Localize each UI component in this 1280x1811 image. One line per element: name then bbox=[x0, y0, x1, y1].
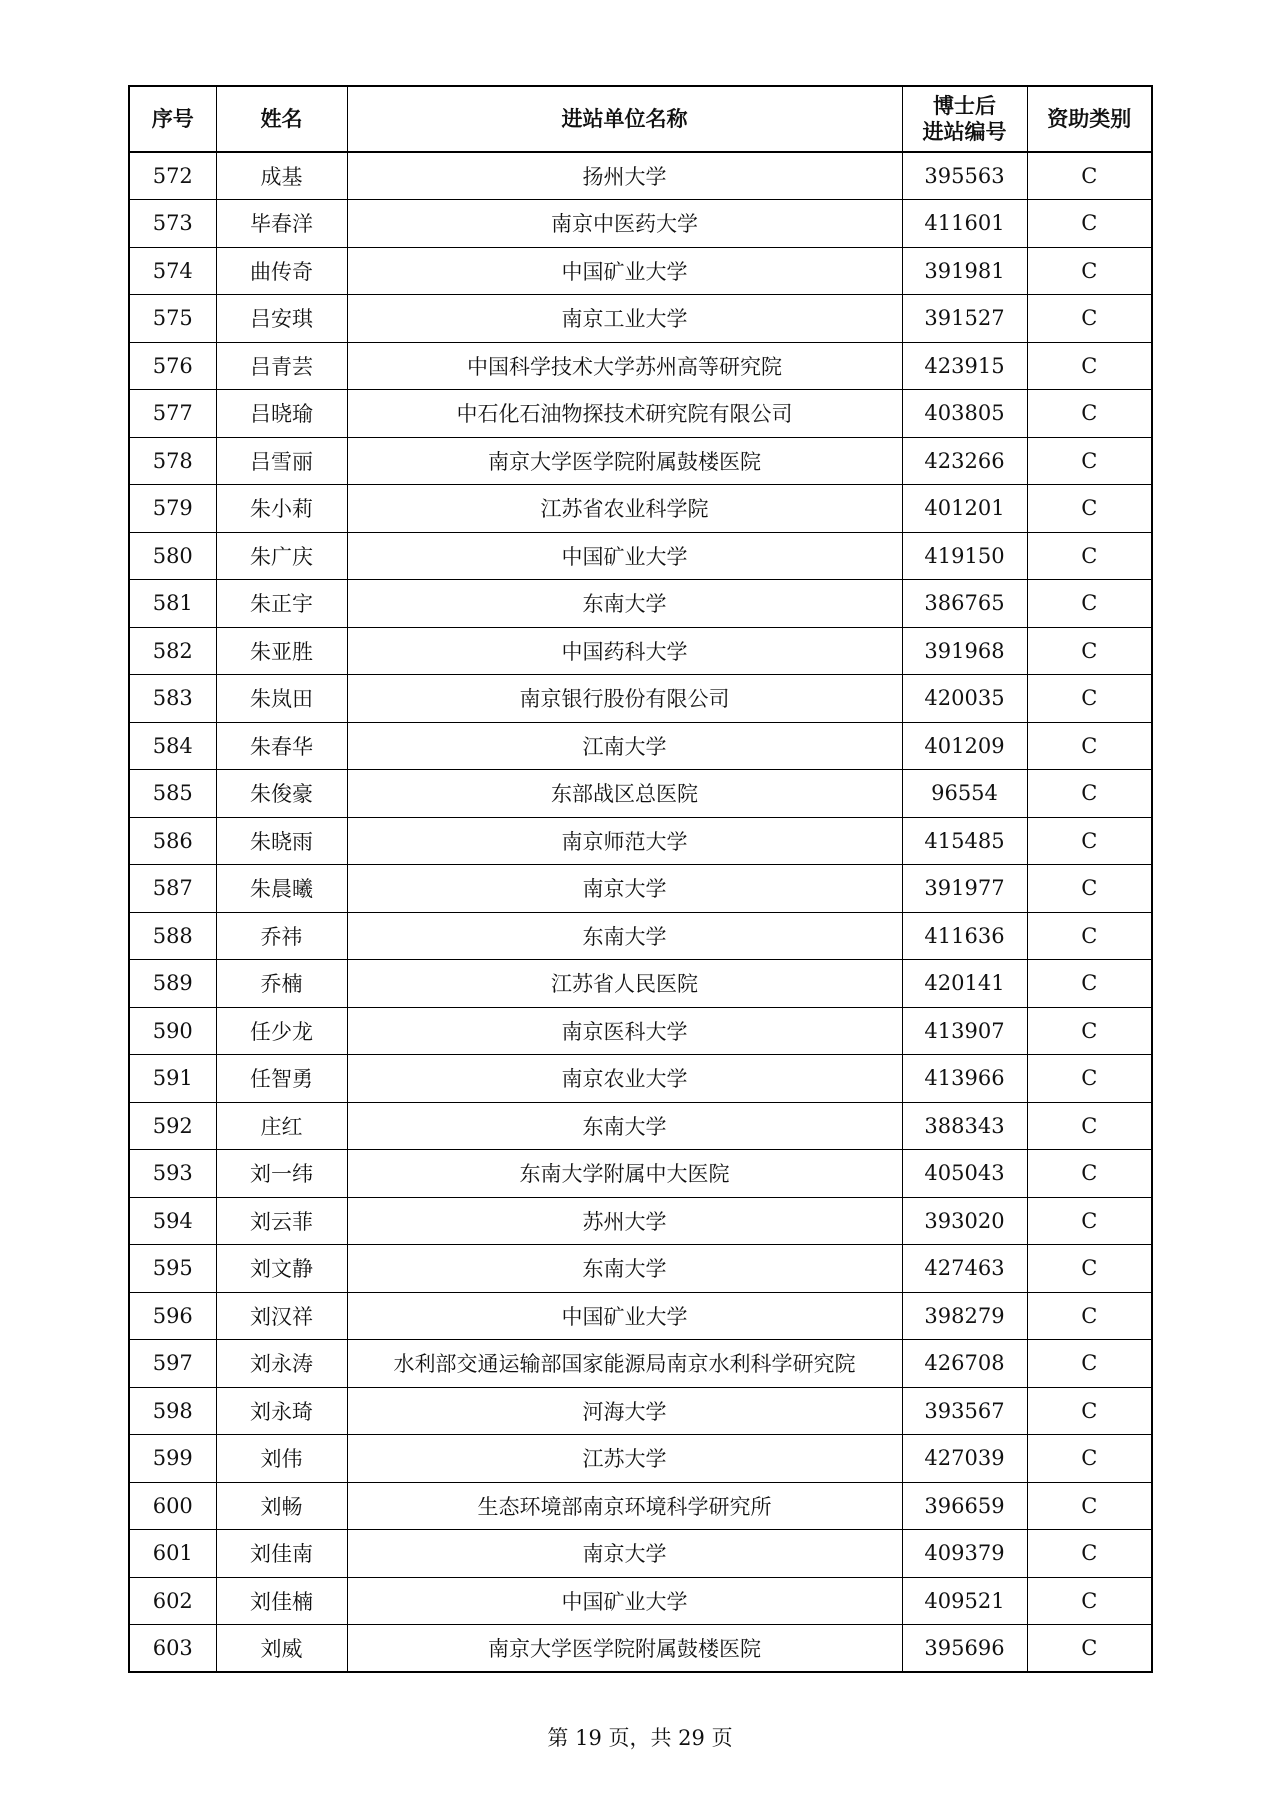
cell-code: 415485 bbox=[902, 817, 1027, 865]
cell-code: 403805 bbox=[902, 390, 1027, 438]
cell-seq: 572 bbox=[129, 152, 216, 200]
cell-code: 395696 bbox=[902, 1625, 1027, 1673]
cell-code: 411601 bbox=[902, 200, 1027, 248]
cell-code: 405043 bbox=[902, 1150, 1027, 1198]
cell-category: C bbox=[1027, 342, 1152, 390]
cell-seq: 595 bbox=[129, 1245, 216, 1293]
cell-category: C bbox=[1027, 200, 1152, 248]
cell-category: C bbox=[1027, 675, 1152, 723]
cell-seq: 603 bbox=[129, 1625, 216, 1673]
cell-code: 401209 bbox=[902, 722, 1027, 770]
cell-seq: 600 bbox=[129, 1482, 216, 1530]
table-header bbox=[129, 86, 1152, 152]
cell-category: C bbox=[1027, 532, 1152, 580]
header-row bbox=[129, 86, 1152, 152]
cell-seq: 577 bbox=[129, 390, 216, 438]
cell-unit: 中国矿业大学 bbox=[347, 532, 902, 580]
cell-unit: 南京大学 bbox=[347, 1530, 902, 1578]
cell-seq: 601 bbox=[129, 1530, 216, 1578]
cell-unit: 江苏省农业科学院 bbox=[347, 485, 902, 533]
cell-unit: 南京农业大学 bbox=[347, 1055, 902, 1103]
cell-category: C bbox=[1027, 1197, 1152, 1245]
cell-category: C bbox=[1027, 1435, 1152, 1483]
table-row bbox=[129, 390, 1152, 438]
cell-category: C bbox=[1027, 390, 1152, 438]
cell-category: C bbox=[1027, 1102, 1152, 1150]
postdoc-funding-table bbox=[128, 85, 1153, 1673]
cell-category: C bbox=[1027, 1245, 1152, 1293]
table-row bbox=[129, 485, 1152, 533]
cell-category: C bbox=[1027, 1292, 1152, 1340]
cell-name: 刘文静 bbox=[216, 1245, 347, 1293]
cell-code: 423915 bbox=[902, 342, 1027, 390]
table-row bbox=[129, 1340, 1152, 1388]
cell-code: 386765 bbox=[902, 580, 1027, 628]
header-unit: 进站单位名称 bbox=[347, 86, 902, 152]
cell-seq: 584 bbox=[129, 722, 216, 770]
cell-unit: 南京大学医学院附属鼓楼医院 bbox=[347, 437, 902, 485]
cell-unit: 南京大学 bbox=[347, 865, 902, 913]
cell-category: C bbox=[1027, 627, 1152, 675]
cell-code: 388343 bbox=[902, 1102, 1027, 1150]
cell-code: 423266 bbox=[902, 437, 1027, 485]
table-row bbox=[129, 627, 1152, 675]
table-row bbox=[129, 200, 1152, 248]
cell-name: 刘伟 bbox=[216, 1435, 347, 1483]
table-row bbox=[129, 817, 1152, 865]
cell-seq: 573 bbox=[129, 200, 216, 248]
cell-seq: 575 bbox=[129, 295, 216, 343]
table-body bbox=[129, 152, 1152, 1672]
cell-name: 朱小莉 bbox=[216, 485, 347, 533]
cell-name: 任智勇 bbox=[216, 1055, 347, 1103]
cell-name: 刘佳楠 bbox=[216, 1577, 347, 1625]
cell-category: C bbox=[1027, 912, 1152, 960]
cell-unit: 南京银行股份有限公司 bbox=[347, 675, 902, 723]
table-row bbox=[129, 1102, 1152, 1150]
cell-code: 391981 bbox=[902, 247, 1027, 295]
cell-category: C bbox=[1027, 437, 1152, 485]
cell-code: 420141 bbox=[902, 960, 1027, 1008]
cell-category: C bbox=[1027, 865, 1152, 913]
cell-code: 396659 bbox=[902, 1482, 1027, 1530]
table-row bbox=[129, 295, 1152, 343]
table-row bbox=[129, 532, 1152, 580]
cell-name: 朱正宇 bbox=[216, 580, 347, 628]
cell-code: 96554 bbox=[902, 770, 1027, 818]
cell-unit: 河海大学 bbox=[347, 1387, 902, 1435]
cell-code: 420035 bbox=[902, 675, 1027, 723]
cell-seq: 593 bbox=[129, 1150, 216, 1198]
cell-category: C bbox=[1027, 247, 1152, 295]
cell-seq: 589 bbox=[129, 960, 216, 1008]
cell-seq: 592 bbox=[129, 1102, 216, 1150]
cell-unit: 东部战区总医院 bbox=[347, 770, 902, 818]
cell-name: 乔楠 bbox=[216, 960, 347, 1008]
cell-code: 398279 bbox=[902, 1292, 1027, 1340]
page-footer: 第 19 页，共 29 页 bbox=[547, 1726, 733, 1750]
cell-unit: 东南大学 bbox=[347, 1245, 902, 1293]
table-row bbox=[129, 1577, 1152, 1625]
table-row bbox=[129, 912, 1152, 960]
cell-seq: 598 bbox=[129, 1387, 216, 1435]
header-code bbox=[902, 86, 1027, 152]
cell-name: 朱亚胜 bbox=[216, 627, 347, 675]
cell-unit: 水利部交通运输部国家能源局南京水利科学研究院 bbox=[347, 1340, 902, 1388]
table-row bbox=[129, 770, 1152, 818]
table-row bbox=[129, 1387, 1152, 1435]
cell-name: 刘云菲 bbox=[216, 1197, 347, 1245]
cell-category: C bbox=[1027, 722, 1152, 770]
cell-code: 391977 bbox=[902, 865, 1027, 913]
table-row bbox=[129, 722, 1152, 770]
cell-unit: 江苏大学 bbox=[347, 1435, 902, 1483]
cell-code: 426708 bbox=[902, 1340, 1027, 1388]
header-name: 姓名 bbox=[216, 86, 347, 152]
cell-name: 刘永琦 bbox=[216, 1387, 347, 1435]
cell-code: 413966 bbox=[902, 1055, 1027, 1103]
cell-name: 任少龙 bbox=[216, 1007, 347, 1055]
cell-unit: 中石化石油物探技术研究院有限公司 bbox=[347, 390, 902, 438]
cell-category: C bbox=[1027, 1055, 1152, 1103]
header-seq: 序号 bbox=[129, 86, 216, 152]
cell-category: C bbox=[1027, 152, 1152, 200]
cell-category: C bbox=[1027, 1530, 1152, 1578]
table-row bbox=[129, 1197, 1152, 1245]
cell-unit: 中国药科大学 bbox=[347, 627, 902, 675]
cell-seq: 585 bbox=[129, 770, 216, 818]
cell-name: 乔祎 bbox=[216, 912, 347, 960]
cell-seq: 602 bbox=[129, 1577, 216, 1625]
cell-code: 393567 bbox=[902, 1387, 1027, 1435]
cell-seq: 597 bbox=[129, 1340, 216, 1388]
cell-unit: 中国矿业大学 bbox=[347, 1292, 902, 1340]
cell-category: C bbox=[1027, 960, 1152, 1008]
cell-name: 曲传奇 bbox=[216, 247, 347, 295]
cell-name: 朱广庆 bbox=[216, 532, 347, 580]
table-row bbox=[129, 437, 1152, 485]
cell-name: 庄红 bbox=[216, 1102, 347, 1150]
header-code-line2: 进站编号 bbox=[922, 120, 1007, 144]
table-row bbox=[129, 247, 1152, 295]
cell-unit: 南京大学医学院附属鼓楼医院 bbox=[347, 1625, 902, 1673]
cell-name: 刘永涛 bbox=[216, 1340, 347, 1388]
cell-category: C bbox=[1027, 580, 1152, 628]
cell-seq: 576 bbox=[129, 342, 216, 390]
cell-code: 409521 bbox=[902, 1577, 1027, 1625]
table-row bbox=[129, 1245, 1152, 1293]
cell-code: 401201 bbox=[902, 485, 1027, 533]
cell-name: 成基 bbox=[216, 152, 347, 200]
cell-category: C bbox=[1027, 485, 1152, 533]
cell-unit: 扬州大学 bbox=[347, 152, 902, 200]
cell-name: 刘畅 bbox=[216, 1482, 347, 1530]
cell-name: 朱岚田 bbox=[216, 675, 347, 723]
table-row bbox=[129, 960, 1152, 1008]
table-row bbox=[129, 152, 1152, 200]
cell-category: C bbox=[1027, 1482, 1152, 1530]
cell-category: C bbox=[1027, 817, 1152, 865]
cell-unit: 南京医科大学 bbox=[347, 1007, 902, 1055]
cell-seq: 599 bbox=[129, 1435, 216, 1483]
cell-unit: 江南大学 bbox=[347, 722, 902, 770]
cell-seq: 591 bbox=[129, 1055, 216, 1103]
cell-seq: 578 bbox=[129, 437, 216, 485]
cell-code: 419150 bbox=[902, 532, 1027, 580]
cell-code: 413907 bbox=[902, 1007, 1027, 1055]
cell-code: 391527 bbox=[902, 295, 1027, 343]
cell-name: 朱晓雨 bbox=[216, 817, 347, 865]
cell-seq: 583 bbox=[129, 675, 216, 723]
cell-category: C bbox=[1027, 1577, 1152, 1625]
table-row bbox=[129, 342, 1152, 390]
cell-unit: 南京师范大学 bbox=[347, 817, 902, 865]
cell-category: C bbox=[1027, 1340, 1152, 1388]
table-row bbox=[129, 865, 1152, 913]
cell-unit: 中国矿业大学 bbox=[347, 1577, 902, 1625]
cell-unit: 中国矿业大学 bbox=[347, 247, 902, 295]
cell-seq: 588 bbox=[129, 912, 216, 960]
table-row bbox=[129, 1055, 1152, 1103]
cell-seq: 596 bbox=[129, 1292, 216, 1340]
cell-seq: 579 bbox=[129, 485, 216, 533]
table-row bbox=[129, 1530, 1152, 1578]
cell-code: 395563 bbox=[902, 152, 1027, 200]
cell-unit: 东南大学 bbox=[347, 580, 902, 628]
cell-category: C bbox=[1027, 1150, 1152, 1198]
cell-unit: 生态环境部南京环境科学研究所 bbox=[347, 1482, 902, 1530]
table-row bbox=[129, 1292, 1152, 1340]
cell-code: 427039 bbox=[902, 1435, 1027, 1483]
table-row bbox=[129, 1150, 1152, 1198]
table-row bbox=[129, 580, 1152, 628]
cell-seq: 587 bbox=[129, 865, 216, 913]
header-code-line1: 博士后 bbox=[933, 94, 996, 118]
cell-seq: 582 bbox=[129, 627, 216, 675]
table-row bbox=[129, 1625, 1152, 1673]
cell-code: 393020 bbox=[902, 1197, 1027, 1245]
cell-code: 427463 bbox=[902, 1245, 1027, 1293]
cell-name: 朱春华 bbox=[216, 722, 347, 770]
cell-unit: 苏州大学 bbox=[347, 1197, 902, 1245]
cell-code: 409379 bbox=[902, 1530, 1027, 1578]
cell-name: 吕晓瑜 bbox=[216, 390, 347, 438]
cell-name: 刘威 bbox=[216, 1625, 347, 1673]
cell-seq: 581 bbox=[129, 580, 216, 628]
cell-category: C bbox=[1027, 1625, 1152, 1673]
cell-category: C bbox=[1027, 1387, 1152, 1435]
cell-seq: 574 bbox=[129, 247, 216, 295]
cell-unit: 江苏省人民医院 bbox=[347, 960, 902, 1008]
table-row bbox=[129, 1435, 1152, 1483]
cell-code: 391968 bbox=[902, 627, 1027, 675]
cell-unit: 东南大学 bbox=[347, 1102, 902, 1150]
cell-code: 411636 bbox=[902, 912, 1027, 960]
cell-name: 朱俊豪 bbox=[216, 770, 347, 818]
cell-seq: 580 bbox=[129, 532, 216, 580]
header-category: 资助类别 bbox=[1027, 86, 1152, 152]
cell-unit: 中国科学技术大学苏州高等研究院 bbox=[347, 342, 902, 390]
cell-name: 吕青芸 bbox=[216, 342, 347, 390]
table-row bbox=[129, 675, 1152, 723]
cell-name: 刘一纬 bbox=[216, 1150, 347, 1198]
cell-name: 吕安琪 bbox=[216, 295, 347, 343]
cell-name: 刘汉祥 bbox=[216, 1292, 347, 1340]
cell-seq: 594 bbox=[129, 1197, 216, 1245]
cell-category: C bbox=[1027, 770, 1152, 818]
cell-name: 刘佳南 bbox=[216, 1530, 347, 1578]
table-row bbox=[129, 1007, 1152, 1055]
cell-unit: 东南大学 bbox=[347, 912, 902, 960]
cell-name: 朱晨曦 bbox=[216, 865, 347, 913]
cell-seq: 586 bbox=[129, 817, 216, 865]
cell-name: 毕春洋 bbox=[216, 200, 347, 248]
cell-name: 吕雪丽 bbox=[216, 437, 347, 485]
cell-unit: 南京中医药大学 bbox=[347, 200, 902, 248]
table-row bbox=[129, 1482, 1152, 1530]
cell-category: C bbox=[1027, 295, 1152, 343]
cell-unit: 东南大学附属中大医院 bbox=[347, 1150, 902, 1198]
cell-unit: 南京工业大学 bbox=[347, 295, 902, 343]
cell-category: C bbox=[1027, 1007, 1152, 1055]
cell-seq: 590 bbox=[129, 1007, 216, 1055]
